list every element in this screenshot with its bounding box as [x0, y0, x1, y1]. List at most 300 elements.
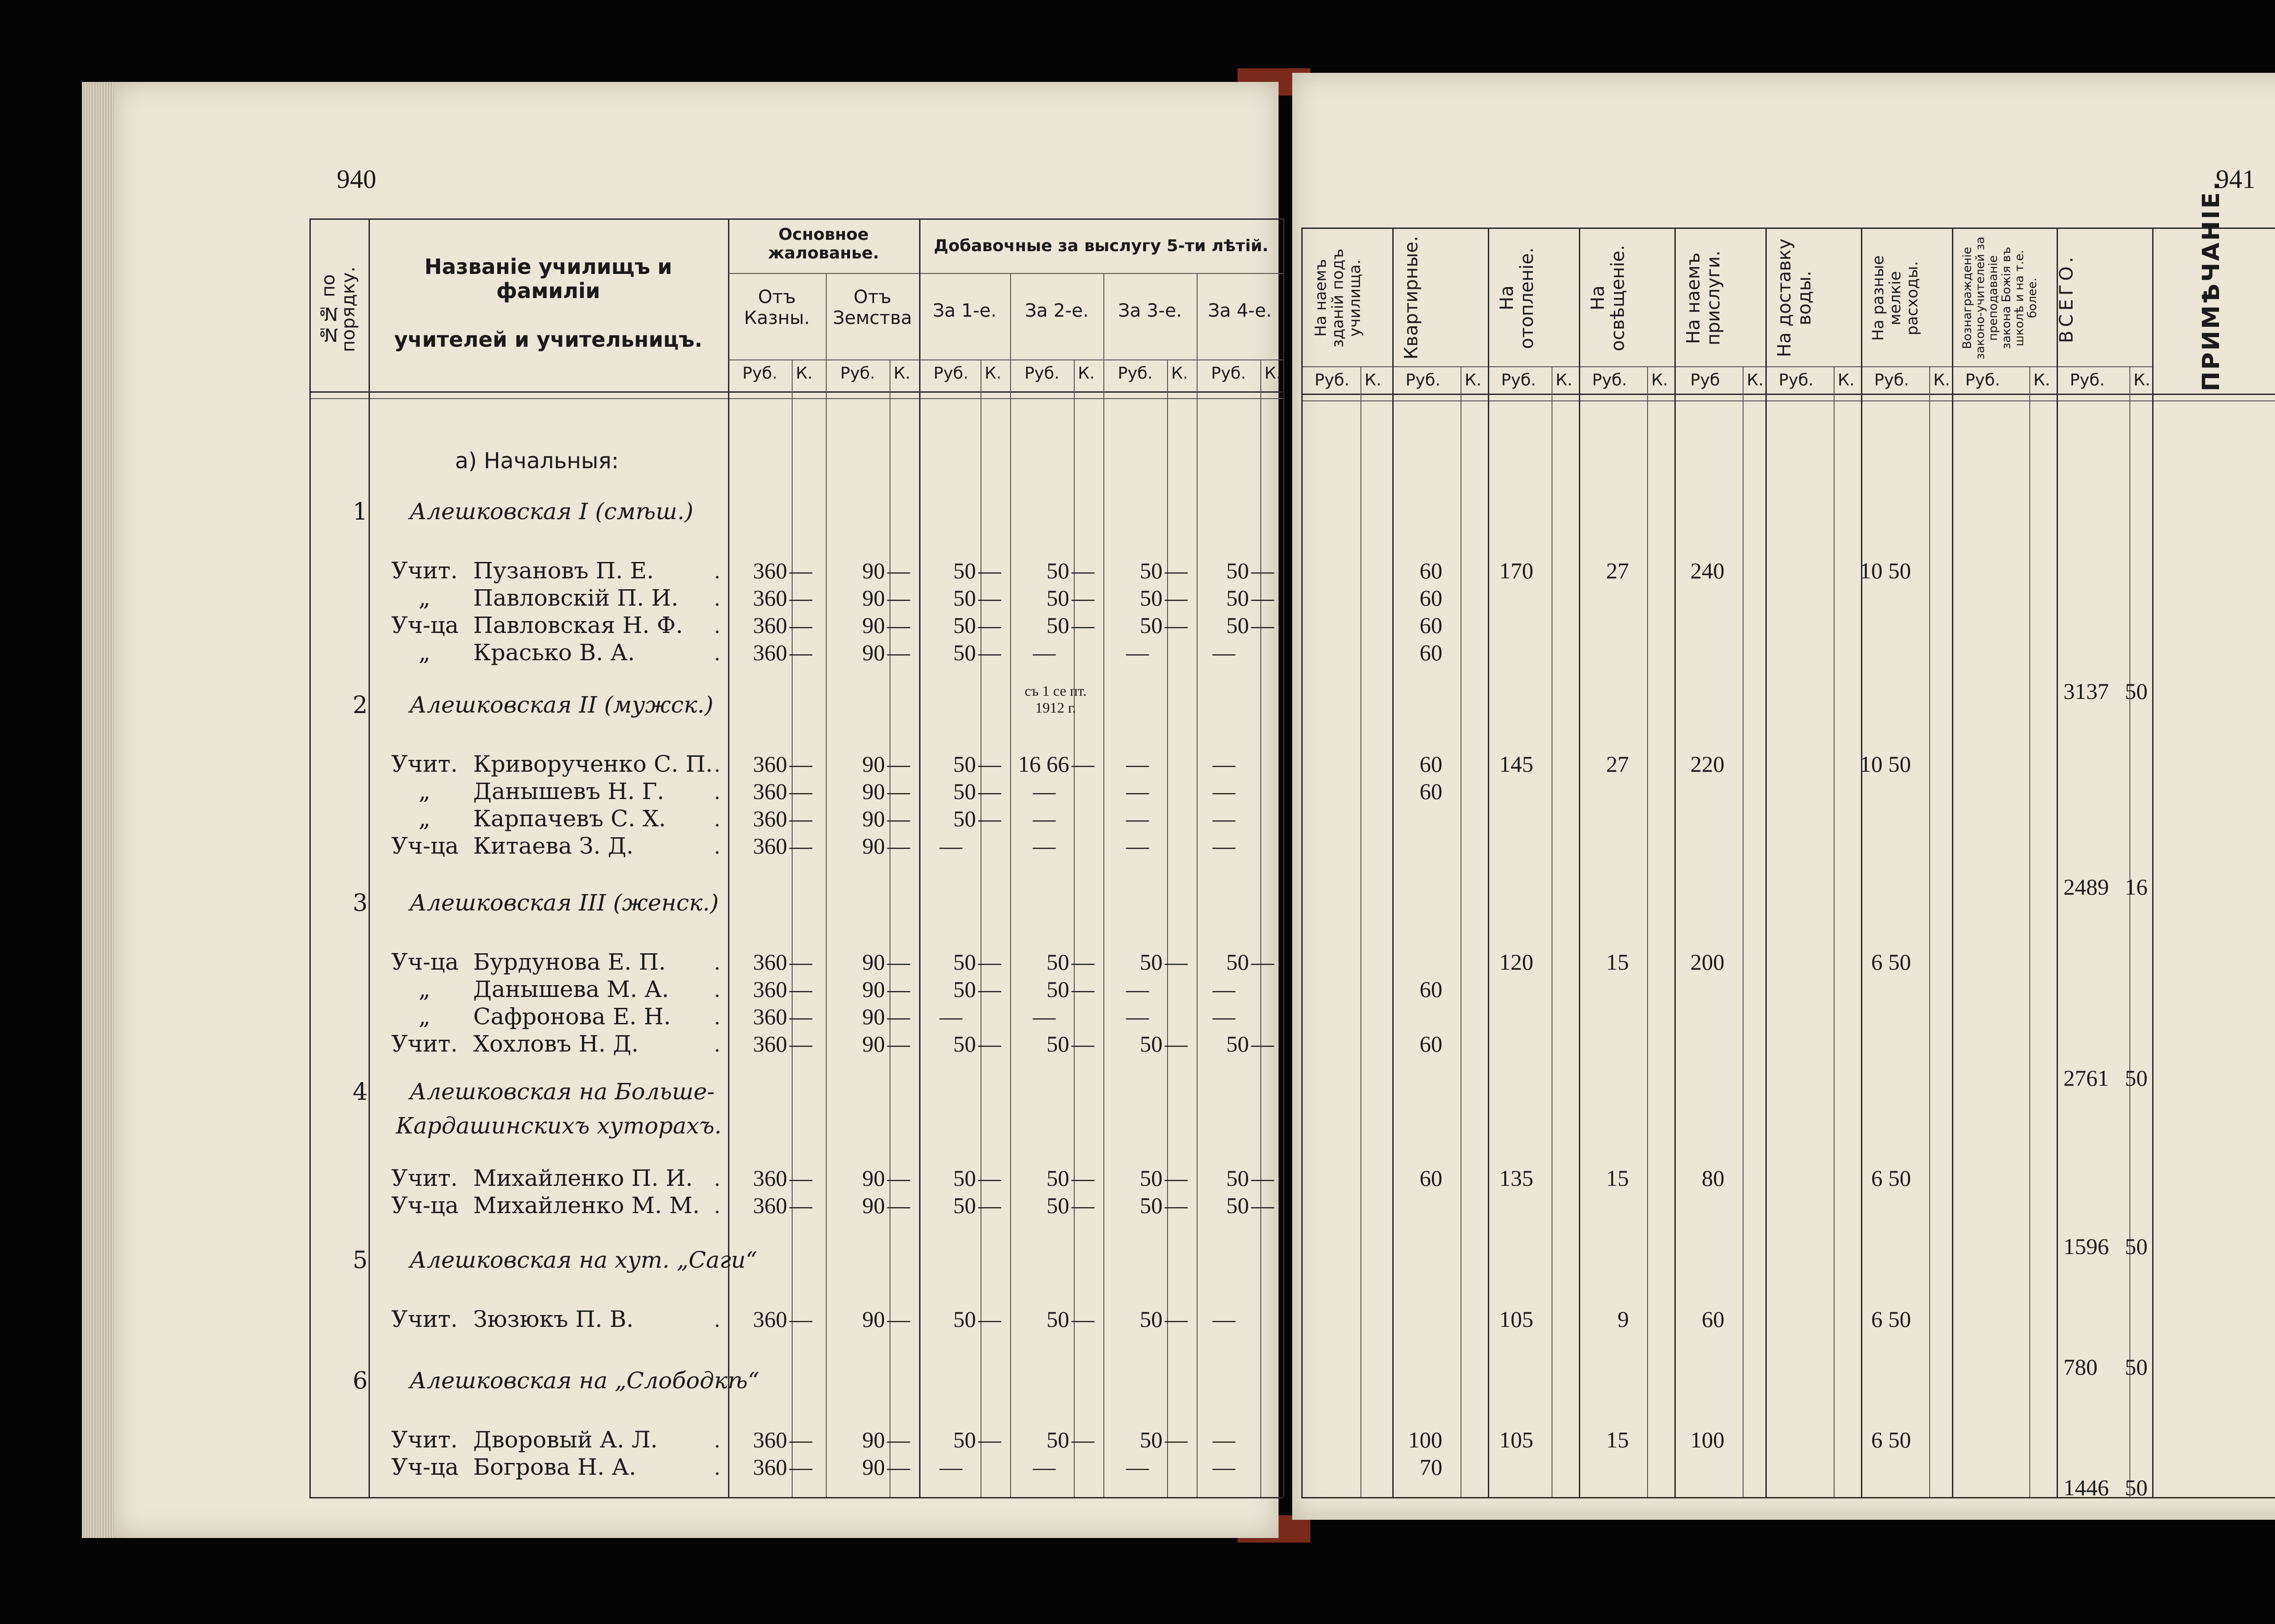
leader-dots: . — [714, 1454, 720, 1480]
expense-cell: 70 — [1420, 1454, 1442, 1480]
unit-label: К. — [1837, 371, 1855, 390]
kop-dash: — — [789, 1427, 812, 1452]
leader-dots: . — [714, 1004, 720, 1029]
kop-dash: — — [1072, 949, 1094, 975]
unit-label: К. — [1171, 364, 1188, 383]
unit-label: Руб. — [1117, 364, 1153, 383]
salary-cell: 50 — [1226, 1193, 1249, 1218]
empty-cell: — — [940, 833, 962, 859]
leader-dots: . — [714, 949, 720, 975]
teacher-role: Учит. — [391, 1165, 458, 1191]
salary-cell: 50 — [953, 779, 976, 804]
teacher-name: Криворученко С. П. — [473, 751, 713, 777]
salary-cell: 50 — [953, 1193, 976, 1218]
expense-cell: 60 — [1420, 751, 1442, 777]
salary-cell: 90 — [862, 806, 885, 831]
kop-dash: — — [789, 1193, 812, 1218]
expense-cell: 60 — [1420, 585, 1442, 611]
header-s4: За 4-е. — [1208, 300, 1272, 321]
kop-dash: — — [978, 976, 1001, 1002]
kop-dash: — — [887, 779, 910, 804]
row-number: 6 — [353, 1367, 368, 1395]
kop-dash: — — [1072, 751, 1094, 777]
salary-cell: 90 — [862, 1427, 885, 1452]
empty-cell: — — [1126, 806, 1149, 831]
kop-dash: — — [1251, 1031, 1274, 1057]
kop-dash: — — [887, 976, 910, 1002]
unit-label: Руб. — [1211, 364, 1246, 383]
kop-dash: — — [1072, 1031, 1094, 1057]
teacher-role: Уч-ца — [391, 1192, 459, 1219]
expense-cell: 60 — [1420, 1031, 1442, 1057]
kop-dash: — — [978, 779, 1001, 804]
header-number: №№ по порядку. — [318, 266, 359, 353]
kop-dash: — — [978, 1193, 1001, 1218]
leader-dots: . — [714, 1193, 720, 1218]
row-number: 1 — [353, 498, 368, 526]
expense-cell: 60 — [1420, 976, 1442, 1002]
expense-cell: 120 — [1499, 949, 1533, 975]
kop-dash: — — [887, 1193, 910, 1218]
salary-cell: 90 — [862, 833, 885, 859]
teacher-role: Учит. — [391, 1427, 458, 1453]
teacher-name: Павловская Н. Ф. — [473, 612, 683, 638]
kop-dash: — — [789, 585, 812, 611]
expense-cell: 100 — [1690, 1427, 1724, 1452]
salary-cell: 90 — [862, 751, 885, 777]
teacher-name: Данышевъ Н. Г. — [473, 778, 664, 804]
total-kop: 50 — [2125, 1475, 2148, 1500]
empty-cell: — — [1033, 833, 1056, 859]
header-note: ПРИМѢЧАНIЕ. — [2198, 179, 2225, 391]
salary-cell: 50 — [953, 751, 976, 777]
teacher-role: Учит. — [391, 1306, 458, 1332]
total-rub: 780 — [2063, 1354, 2098, 1380]
teacher-name: Карпачевъ С. Х. — [473, 805, 666, 832]
salary-cell: 90 — [862, 779, 885, 804]
empty-cell: — — [1033, 779, 1056, 804]
salary-cell: 360 — [753, 585, 787, 611]
kop-dash: — — [1072, 585, 1094, 611]
salary-cell: 50 — [1140, 1427, 1163, 1452]
header-rent-building: На наемъ зданiй подъ училища. — [1312, 248, 1364, 348]
salary-cell: 50 — [1226, 949, 1249, 975]
expense-cell: 15 — [1606, 1165, 1629, 1191]
header-water: На доставку воды. — [1774, 238, 1815, 358]
total-rub: 2489 — [2063, 874, 2109, 900]
kop-dash: — — [1165, 612, 1188, 638]
total-rub: 3137 — [2063, 678, 2109, 704]
salary-cell: 360 — [753, 1193, 787, 1218]
kop-dash: — — [1251, 1165, 1274, 1191]
salary-cell: 50 — [1140, 949, 1163, 975]
kop-dash: — — [789, 1454, 812, 1480]
unit-label: Руб. — [1965, 371, 2000, 390]
total-rub: 2761 — [2063, 1065, 2109, 1091]
unit-label: К. — [1364, 371, 1381, 390]
row-number: 5 — [353, 1247, 368, 1274]
unit-label: К. — [2033, 371, 2050, 390]
empty-cell: — — [1033, 640, 1056, 665]
kop-dash: — — [1072, 1165, 1094, 1191]
empty-cell: — — [1213, 640, 1235, 665]
empty-cell: — — [1126, 1454, 1149, 1480]
row-number: 3 — [353, 890, 368, 917]
kop-dash: — — [978, 949, 1001, 975]
teacher-name: Дворовый А. Л. — [473, 1427, 658, 1453]
salary-cell: 360 — [753, 949, 787, 975]
teacher-role: Уч-ца — [391, 949, 459, 975]
salary-cell: 50 — [1046, 1306, 1069, 1332]
kop-dash: — — [1251, 1193, 1274, 1218]
teacher-name: Сафронова Е. Н. — [473, 1003, 671, 1030]
kop-dash: — — [789, 1306, 812, 1332]
teacher-name: Хохловъ Н. Д. — [473, 1031, 639, 1057]
school-name: Алешковская I (смѣш.) — [410, 498, 693, 525]
unit-label: К. — [893, 364, 910, 383]
kop-dash: — — [887, 1427, 910, 1452]
teacher-name: Михайленко П. И. — [473, 1165, 693, 1191]
expense-cell: 10 50 — [1860, 751, 1911, 777]
salary-cell: 50 — [953, 558, 976, 583]
kop-dash: — — [789, 612, 812, 638]
kop-dash: — — [1072, 612, 1094, 638]
leader-dots: . — [714, 976, 720, 1002]
salary-cell: 50 — [1226, 612, 1249, 638]
salary-cell: 90 — [862, 976, 885, 1002]
left-page-edges — [82, 82, 118, 1538]
kop-dash: — — [1072, 558, 1094, 583]
kop-dash: — — [1072, 1427, 1094, 1452]
kop-dash: — — [789, 640, 812, 665]
empty-cell: — — [1033, 806, 1056, 831]
teacher-name: Красько В. А. — [473, 639, 635, 666]
salary-cell: 50 — [953, 612, 976, 638]
salary-cell: 90 — [862, 949, 885, 975]
total-rub: 1596 — [2063, 1234, 2109, 1259]
salary-cell: 90 — [862, 1454, 885, 1480]
empty-cell: — — [1213, 1004, 1235, 1029]
leader-dots: . — [714, 779, 720, 804]
kop-dash: — — [1165, 558, 1188, 583]
teacher-role: „ — [419, 585, 430, 611]
salary-cell: 50 — [1046, 1031, 1069, 1057]
kop-dash: — — [1072, 976, 1094, 1002]
empty-cell: — — [1126, 833, 1149, 859]
salary-cell: 50 — [1140, 585, 1163, 611]
expense-cell: 145 — [1499, 751, 1533, 777]
leader-dots: . — [714, 640, 720, 665]
teacher-name: Павловскiй П. И. — [473, 585, 678, 611]
kop-dash: — — [887, 751, 910, 777]
expense-cell: 240 — [1690, 558, 1724, 583]
kop-dash: — — [789, 1165, 812, 1191]
salary-cell: 50 — [1046, 976, 1069, 1002]
kop-dash: — — [1165, 1193, 1188, 1218]
kop-dash: — — [887, 1031, 910, 1057]
salary-cell: 50 — [1140, 1306, 1163, 1332]
kop-dash: — — [789, 751, 812, 777]
unit-label: К. — [1746, 371, 1764, 390]
total-kop: 50 — [2125, 1234, 2148, 1259]
salary-cell: 50 — [953, 640, 976, 665]
unit-label: Руб. — [1592, 371, 1627, 390]
leader-dots: . — [714, 558, 720, 583]
header-religion: Вознагражденiе законо-учителей за преподаванiе закона Божiя въ школѣ и на т.е. более. — [1961, 237, 2039, 359]
salary-cell: 360 — [753, 1454, 787, 1480]
salary-cell: 360 — [753, 612, 787, 638]
empty-cell: — — [1213, 779, 1235, 804]
salary-cell: 90 — [862, 1004, 885, 1029]
unit-label: К. — [2133, 371, 2150, 390]
teacher-role: Учит. — [391, 1031, 458, 1057]
teacher-role: Уч-ца — [391, 833, 459, 859]
kop-dash: — — [1165, 1306, 1188, 1332]
school-name: Алешковская на хут. „Саги“ — [410, 1247, 758, 1273]
kop-dash: — — [887, 640, 910, 665]
salary-cell: 90 — [862, 1031, 885, 1057]
kop-dash: — — [789, 1004, 812, 1029]
salary-cell: 360 — [753, 1427, 787, 1452]
salary-cell: 50 — [1226, 1165, 1249, 1191]
unit-label: Руб. — [1779, 371, 1814, 390]
kop-dash: — — [887, 612, 910, 638]
unit-label: К. — [1264, 364, 1281, 383]
kop-dash: — — [887, 833, 910, 859]
empty-cell: — — [1126, 976, 1149, 1002]
salary-cell: 50 — [1046, 1165, 1069, 1191]
unit-label: Руб. — [1024, 364, 1060, 383]
school-name: Алешковская II (мужск.) — [410, 692, 713, 718]
leader-dots: . — [714, 1031, 720, 1057]
salary-cell: 50 — [953, 806, 976, 831]
total-kop: 16 — [2125, 874, 2148, 900]
expense-cell: 6 50 — [1871, 949, 1911, 975]
kop-dash: — — [887, 1306, 910, 1332]
empty-cell: — — [1213, 1427, 1235, 1452]
teacher-name: Данышева М. А. — [473, 976, 669, 1002]
unit-label: К. — [1464, 371, 1481, 390]
teacher-name: Михайленко М. М. — [473, 1192, 700, 1219]
expense-cell: 135 — [1499, 1165, 1533, 1191]
kop-dash: — — [1251, 612, 1274, 638]
kop-dash: — — [1165, 585, 1188, 611]
expense-cell: 9 — [1618, 1306, 1629, 1332]
kop-dash: — — [789, 976, 812, 1002]
header-s3: За 3-е. — [1118, 300, 1182, 321]
school-name: Алешковская на Больше- — [410, 1078, 715, 1105]
kop-dash: — — [1251, 558, 1274, 583]
header-name-line2: учителей и учительницъ. — [394, 327, 703, 352]
kop-dash: — — [1072, 1306, 1094, 1332]
header-servants: На наемъ прислуги. — [1683, 250, 1724, 346]
expense-cell: 60 — [1420, 558, 1442, 583]
expense-cell: 60 — [1420, 1165, 1442, 1191]
salary-cell: 360 — [753, 976, 787, 1002]
teacher-role: „ — [419, 805, 430, 832]
salary-cell: 360 — [753, 1031, 787, 1057]
header-seniority: Добавочные за выслугу 5-ти лѣтій. — [934, 237, 1269, 255]
salary-cell: 360 — [753, 1165, 787, 1191]
teacher-name: Пузановъ П. Е. — [473, 557, 654, 584]
expense-cell: 10 50 — [1860, 558, 1911, 583]
expense-cell: 60 — [1702, 1306, 1724, 1332]
expense-cell: 100 — [1408, 1427, 1442, 1452]
total-rub: 1446 — [2063, 1475, 2109, 1500]
salary-cell: 90 — [862, 1193, 885, 1218]
empty-cell: — — [940, 1004, 962, 1029]
leader-dots: . — [714, 1427, 720, 1452]
kop-dash: — — [887, 558, 910, 583]
empty-cell: — — [1213, 751, 1235, 777]
teacher-name: Китаева З. Д. — [473, 833, 634, 859]
unit-label: Руб. — [1874, 371, 1909, 390]
salary-cell: 360 — [753, 806, 787, 831]
salary-cell: 90 — [862, 612, 885, 638]
teacher-role: Учит. — [391, 751, 458, 777]
kop-dash: — — [1165, 949, 1188, 975]
row-number: 4 — [353, 1078, 368, 1106]
empty-cell: — — [1213, 1454, 1235, 1480]
expense-cell: 27 — [1606, 558, 1629, 583]
header-apartment: Квартирные. — [1401, 236, 1422, 359]
salary-cell: 90 — [862, 1306, 885, 1332]
expense-cell: 15 — [1606, 949, 1629, 975]
salary-cell: 360 — [753, 640, 787, 665]
teacher-name: Зюзюкъ П. В. — [473, 1306, 634, 1332]
unit-label: Руб. — [840, 364, 875, 383]
header-from-treasury: Отъ Казны. — [744, 287, 810, 329]
salary-cell: 360 — [753, 1004, 787, 1029]
kop-dash: — — [978, 558, 1001, 583]
unit-label: К. — [1077, 364, 1095, 383]
salary-cell: 50 — [1226, 585, 1249, 611]
teacher-name: Бурдунова Е. П. — [473, 949, 666, 975]
unit-label: К. — [1651, 371, 1668, 390]
salary-cell: 50 — [1046, 558, 1069, 583]
kop-dash: — — [887, 1165, 910, 1191]
salary-cell: 16 66 — [1018, 751, 1069, 777]
salary-cell: 360 — [753, 779, 787, 804]
kop-dash: — — [1251, 585, 1274, 611]
total-kop: 50 — [2125, 1065, 2148, 1091]
salary-cell: 50 — [1140, 1193, 1163, 1218]
header-from-zemstvo: Отъ Земства — [833, 287, 912, 329]
expense-cell: 60 — [1420, 612, 1442, 638]
kop-dash: — — [887, 585, 910, 611]
teacher-role: „ — [419, 1003, 430, 1030]
salary-cell: 90 — [862, 585, 885, 611]
kop-dash: — — [1165, 1031, 1188, 1057]
kop-dash: — — [887, 1004, 910, 1029]
school-note: съ 1 се пт. 1912 г. — [1024, 683, 1087, 716]
salary-cell: 50 — [953, 1031, 976, 1057]
header-s2: За 2-е. — [1025, 300, 1089, 321]
total-kop: 50 — [2125, 1354, 2148, 1380]
teacher-name: Богрова Н. А. — [473, 1454, 637, 1480]
expense-cell: 220 — [1690, 751, 1724, 777]
right-page-number: 941 — [2216, 164, 2255, 194]
school-name: Алешковская III (женск.) — [410, 890, 719, 916]
empty-cell: — — [940, 1454, 962, 1480]
empty-cell: — — [1126, 640, 1149, 665]
salary-cell: 50 — [953, 585, 976, 611]
unit-label: К. — [1555, 371, 1572, 390]
unit-label: Руб. — [1501, 371, 1536, 390]
salary-cell: 50 — [953, 976, 976, 1002]
leader-dots: . — [714, 1306, 720, 1332]
salary-cell: 90 — [862, 640, 885, 665]
kop-dash: — — [1165, 1165, 1188, 1191]
expense-cell: 15 — [1606, 1427, 1629, 1452]
unit-label: Руб. — [1405, 371, 1441, 390]
header-lighting: На освѣщенiе. — [1587, 245, 1628, 351]
kop-dash: — — [978, 1031, 1001, 1057]
header-heating: На отопленiе. — [1496, 247, 1537, 349]
section-title: а) Начальныя: — [455, 448, 619, 474]
salary-cell: 50 — [1046, 1427, 1069, 1452]
teacher-role: „ — [419, 639, 430, 666]
unit-label: Руб. — [933, 364, 969, 383]
kop-dash: — — [978, 1427, 1001, 1452]
salary-cell: 90 — [862, 1165, 885, 1191]
salary-cell: 50 — [953, 949, 976, 975]
kop-dash: — — [978, 751, 1001, 777]
header-basic-salary: Основное жалованье. — [768, 225, 880, 263]
expense-cell: 200 — [1690, 949, 1724, 975]
salary-cell: 50 — [1046, 585, 1069, 611]
kop-dash: — — [978, 1306, 1001, 1332]
header-s1: За 1-е. — [932, 300, 997, 321]
unit-label: Руб. — [742, 364, 778, 383]
salary-cell: 50 — [1046, 949, 1069, 975]
row-number: 2 — [353, 692, 368, 719]
leader-dots: . — [714, 806, 720, 831]
teacher-role: Учит. — [391, 557, 458, 584]
leader-dots: . — [714, 585, 720, 611]
salary-cell: 50 — [1046, 612, 1069, 638]
salary-cell: 360 — [753, 1306, 787, 1332]
kop-dash: — — [1072, 1193, 1094, 1218]
empty-cell: — — [1213, 806, 1235, 831]
expense-cell: 80 — [1702, 1165, 1724, 1191]
kop-dash: — — [887, 1454, 910, 1480]
salary-cell: 360 — [753, 833, 787, 859]
expense-cell: 105 — [1499, 1306, 1533, 1332]
kop-dash: — — [978, 612, 1001, 638]
unit-label: Руб. — [1314, 371, 1350, 390]
salary-cell: 50 — [1140, 558, 1163, 583]
expense-cell: 6 50 — [1871, 1427, 1911, 1452]
left-page-number: 940 — [337, 164, 376, 194]
kop-dash: — — [887, 949, 910, 975]
salary-cell: 50 — [1046, 1193, 1069, 1218]
total-kop: 50 — [2125, 678, 2148, 704]
kop-dash: — — [1165, 1427, 1188, 1452]
salary-cell: 90 — [862, 558, 885, 583]
header-misc: На разные мелкiе расходы. — [1869, 255, 1921, 341]
leader-dots: . — [714, 751, 720, 777]
salary-cell: 50 — [953, 1306, 976, 1332]
salary-cell: 50 — [953, 1427, 976, 1452]
header-name-line1: Названiе училищъ и фамилiи — [424, 254, 672, 303]
empty-cell: — — [1126, 1004, 1149, 1029]
expense-cell: 60 — [1420, 779, 1442, 804]
salary-cell: 50 — [953, 1165, 976, 1191]
teacher-role: „ — [419, 778, 430, 804]
kop-dash: — — [978, 640, 1001, 665]
empty-cell: — — [1126, 779, 1149, 804]
